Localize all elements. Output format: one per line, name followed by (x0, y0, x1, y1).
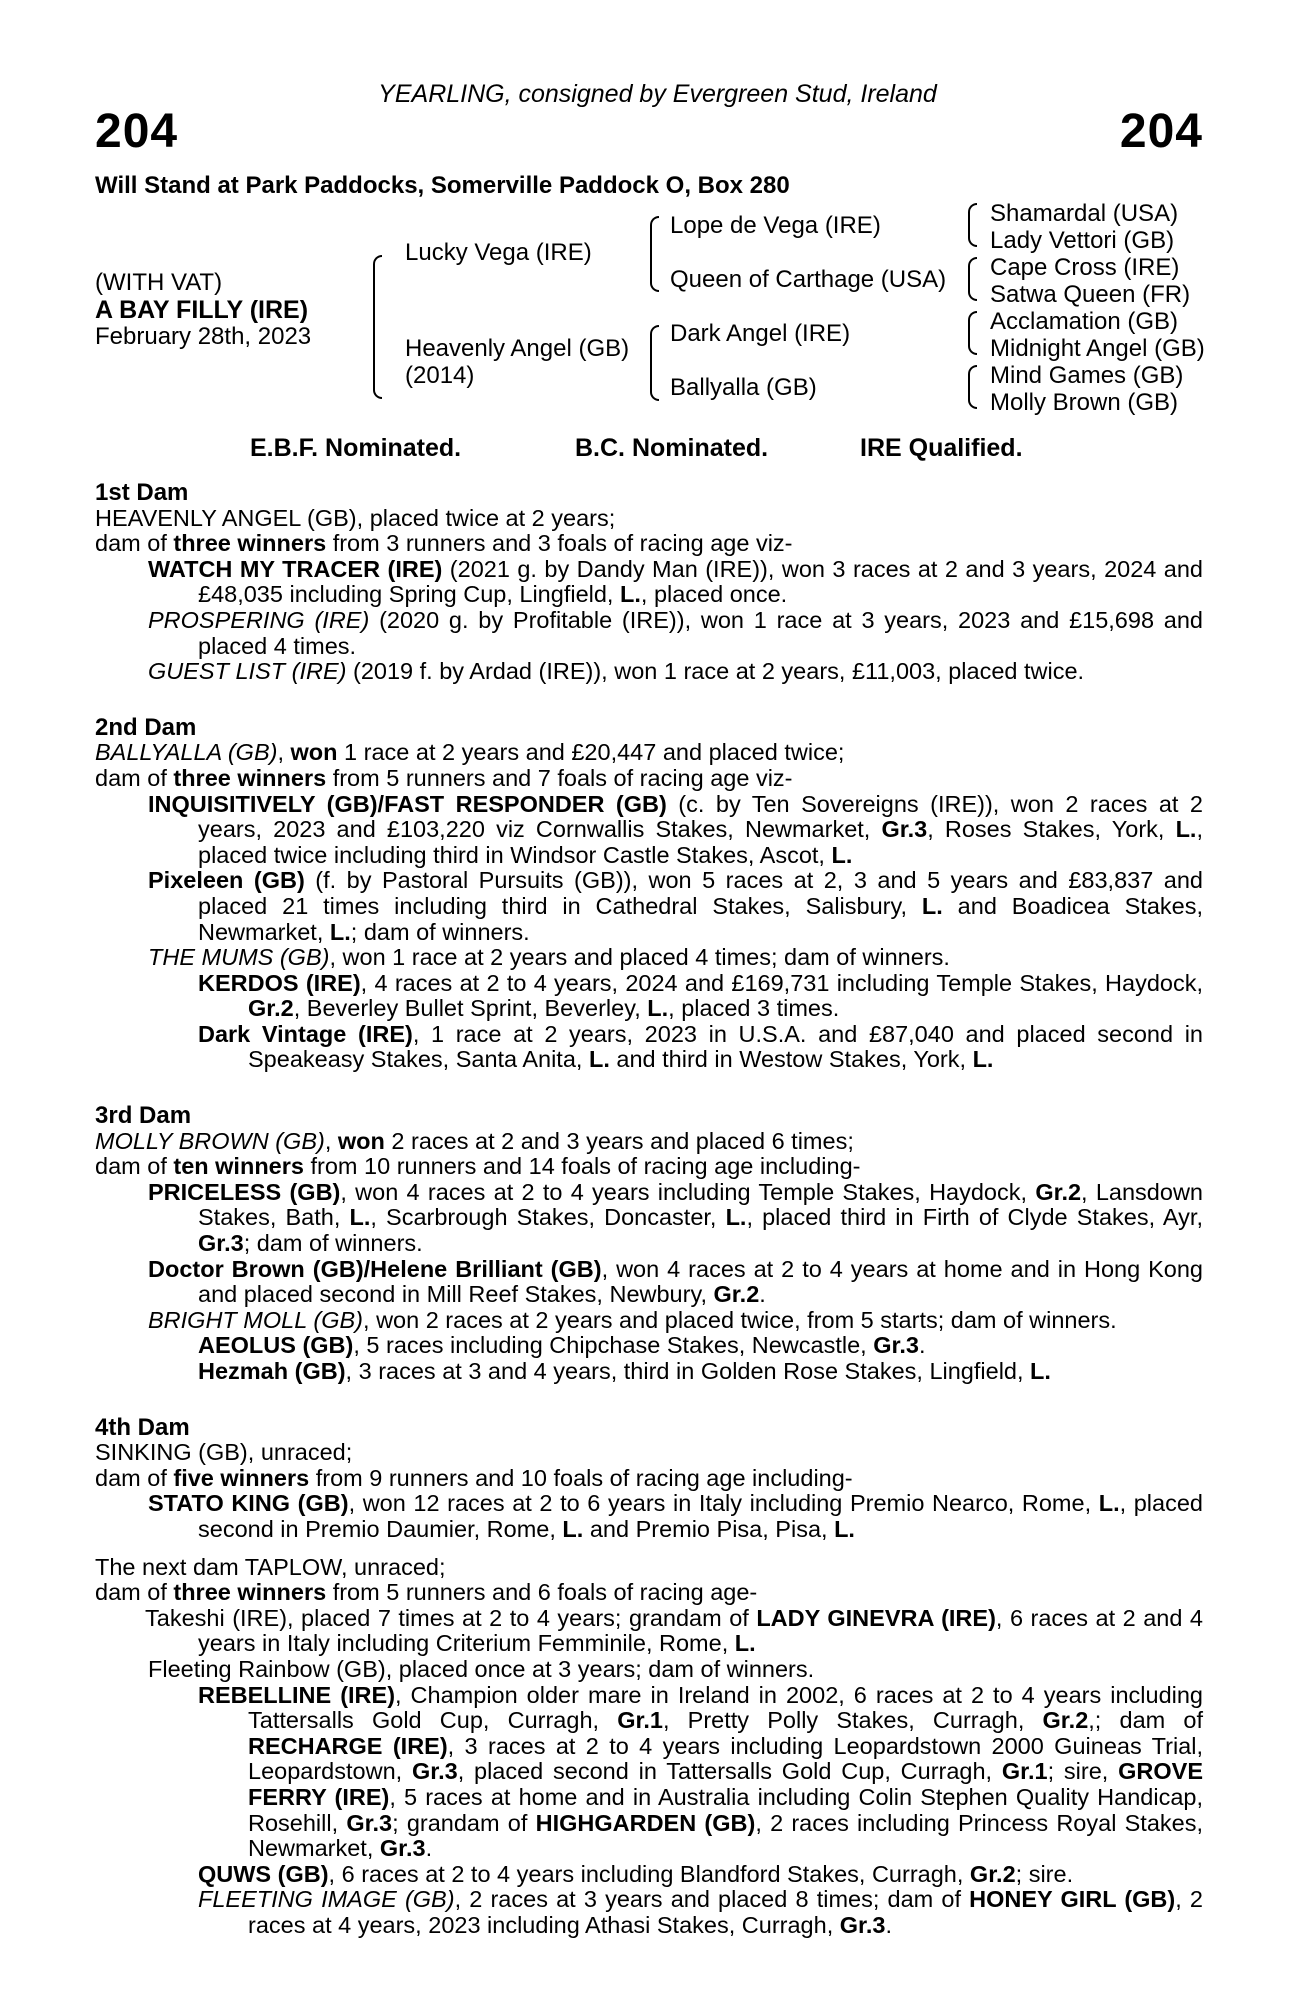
produce-entry: GUEST LIST (IRE) (2019 f. by Ardad (IRE)), won 1 race at 2 years, £11,003, placed twice. (148, 658, 1085, 685)
dam-line: MOLLY BROWN (GB), won 2 races at 2 and 3 years and placed 6 times; (95, 1127, 854, 1154)
third-dam-section (95, 1103, 1203, 1385)
produce-summary: dam of three winners from 5 runners and 7 foals of racing age viz- (95, 764, 793, 791)
produce-entry: THE MUMS (GB), won 1 race at 2 years and placed 4 times; dam of winners. (148, 944, 950, 971)
pedigree-sire-sire: Lope de Vega (IRE) (670, 212, 881, 239)
pedigree-dds: Mind Games (GB) (990, 362, 1184, 389)
pedigree-brace-ss (968, 203, 977, 247)
pedigree-ssd: Lady Vettori (GB) (990, 227, 1175, 254)
catalogue-body (95, 480, 1203, 1968)
stand-location: Will Stand at Park Paddocks, Somerville Paddock O, Box 280 (95, 172, 790, 199)
ire-qualification: IRE Qualified. (860, 434, 1023, 462)
grandproduce-entry: Dark Vintage (IRE), 1 race at 2 years, 2023 in U.S.A. and £87,040 and placed second in Speakeasy Stakes, Santa Anita, L. and third in Westow Stakes, York, L. (198, 1020, 1203, 1073)
produce-entry: STATO KING (GB), won 12 races at 2 to 6 years in Italy including Premio Nearco, Rome, L., placed second in Premio Daumier, Rome, L. and Premio Pisa, Pisa, L. (148, 1490, 1203, 1542)
dam-line: HEAVENLY ANGEL (GB), placed twice at 2 years; (95, 504, 616, 531)
grandproduce-entry: KERDOS (IRE), 4 races at 2 to 4 years, 2024 and £169,731 including Temple Stakes, Haydock, Gr.2, Beverley Bullet Sprint, Beverley, L., placed 3 times. (198, 969, 1203, 1022)
lot-number-left: 204 (95, 105, 179, 158)
pedigree-dam-year: (2014) (405, 362, 475, 389)
pedigree-dsd: Midnight Angel (GB) (990, 335, 1205, 362)
dam-line: SINKING (GB), unraced; (95, 1439, 353, 1466)
pedigree-dss: Acclamation (GB) (990, 308, 1179, 335)
lot-number-right: 204 (1119, 105, 1203, 158)
produce-entry: WATCH MY TRACER (IRE) (2021 g. by Dandy Man (IRE)), won 3 races at 2 and 3 years, 2024 and £48,035 including Spring Cup, Lingfield, L., placed once. (148, 555, 1204, 608)
second-dam-section (95, 715, 1203, 1073)
bc-nomination: B.C. Nominated. (575, 434, 769, 462)
dam-line: The next dam TAPLOW, unraced; (95, 1553, 446, 1580)
next-dam-section (95, 1555, 1203, 1939)
produce-entry: Doctor Brown (GB)/Helene Brilliant (GB), won 4 races at 2 to 4 years at home and in Hong Kong and placed second in Mill Reef Stakes, Newbury, Gr.2. (148, 1255, 1204, 1308)
produce-entry: Takeshi (IRE), placed 7 times at 2 to 4 years; grandam of LADY GINEVRA (IRE), 6 races at 2 and 4 years in Italy including Criterium Femminile, Rome, L. (145, 1604, 1203, 1657)
pedigree-sss: Shamardal (USA) (990, 200, 1179, 227)
pedigree-sire: Lucky Vega (IRE) (405, 239, 592, 266)
foaling-date: February 28th, 2023 (95, 323, 312, 350)
produce-entry: PROSPERING (IRE) (2020 g. by Profitable (IRE)), won 1 race at 3 years, 2023 and £15,698 and placed 4 times. (148, 606, 1203, 659)
produce-entry: Pixeleen (GB) (f. by Pastoral Pursuits (GB)), won 5 races at 2, 3 and 5 years and £83,837 and placed 21 times including third in Cathedral Stakes, Salisbury, L. and Boadicea Stakes, Newmarket, L.; dam of winners. (148, 867, 1204, 945)
grandproduce-entry: AEOLUS (GB), 5 races including Chipchase Stakes, Newcastle, Gr.3. (198, 1332, 926, 1359)
pedigree-dam-sire: Dark Angel (IRE) (670, 320, 851, 347)
vat-note: (WITH VAT) (95, 269, 223, 296)
produce-entry: Fleeting Rainbow (GB), placed once at 3 years; dam of winners. (148, 1655, 815, 1682)
produce-summary: dam of five winners from 9 runners and 10 foals of racing age including- (95, 1464, 853, 1491)
fourth-dam-section (95, 1415, 1203, 1543)
section-title: 2nd Dam (95, 713, 197, 741)
pedigree-sire-dam: Queen of Carthage (USA) (670, 266, 947, 293)
lot-title: A BAY FILLY (IRE) (95, 296, 309, 324)
produce-entry: INQUISITIVELY (GB)/FAST RESPONDER (GB) (c. by Ten Sovereigns (IRE)), won 2 races at 2 years, 2023 and £103,220 viz Cornwallis Stakes, Newmarket, Gr.3, Roses Stakes, York, L., placed twice including third in Windsor Castle Stakes, Ascot, L. (148, 790, 1203, 868)
pedigree-dam-dam: Ballyalla (GB) (670, 374, 817, 401)
grandproduce-entry: REBELLINE (IRE), Champion older mare in Ireland in 2002, 6 races at 2 to 4 years including Tattersalls Gold Cup, Curragh, Gr.1, Pretty Polly Stakes, Curragh, Gr.2,; dam of RECHARGE (IRE), 3 races at 2 to 4 years including Leopardstown 2000 Guineas Trial, Leopardstown, Gr.3, placed second in Tattersalls Gold Cup, Curragh, Gr.1; sire, GROVE FERRY (IRE), 5 races at home and in Australia including Colin Stephen Quality Handicap, Rosehill, Gr.3; grandam of HIGHGARDEN (GB), 2 races including Princess Royal Stakes, Newmarket, Gr.3. (198, 1681, 1204, 1862)
pedigree-ddd: Molly Brown (GB) (990, 389, 1179, 416)
grandproduce-entry: FLEETING IMAGE (GB), 2 races at 3 years and placed 8 times; dam of HONEY GIRL (GB), 2 races at 4 years, 2023 including Athasi Stakes, Curragh, Gr.3. (198, 1886, 1203, 1938)
section-title: 4th Dam (95, 1413, 190, 1441)
pedigree-brace-ds (968, 311, 977, 355)
section-title: 1st Dam (95, 479, 189, 506)
produce-summary: dam of three winners from 5 runners and 6 foals of racing age- (95, 1579, 758, 1606)
produce-entry: BRIGHT MOLL (GB), won 2 races at 2 years and placed twice, from 5 starts; dam of winners. (148, 1306, 1117, 1333)
produce-summary: dam of ten winners from 10 runners and 14 foals of racing age including- (95, 1153, 861, 1180)
pedigree-brace-sd (968, 257, 977, 301)
pedigree-brace-dd (968, 365, 977, 409)
pedigree-dam: Heavenly Angel (GB) (405, 335, 630, 362)
consignor-line: YEARLING, consigned by Evergreen Stud, Ireland (378, 80, 937, 108)
grandproduce-entry: Hezmah (GB), 3 races at 3 and 4 years, third in Golden Rose Stakes, Lingfield, L. (198, 1358, 1051, 1384)
pedigree-sds: Cape Cross (IRE) (990, 254, 1180, 281)
ebf-nomination: E.B.F. Nominated. (250, 434, 462, 462)
first-dam-section (95, 480, 1203, 685)
pedigree-brace-sire (650, 216, 659, 292)
pedigree-brace-main (373, 255, 382, 399)
produce-entry: PRICELESS (GB), won 4 races at 2 to 4 years including Temple Stakes, Haydock, Gr.2, Lansdown Stakes, Bath, L., Scarbrough Stakes, Doncaster, L., placed third in Firth of Clyde Stakes, Ayr, Gr.3; dam of winners. (148, 1178, 1203, 1257)
grandproduce-entry: QUWS (GB), 6 races at 2 to 4 years including Blandford Stakes, Curragh, Gr.2; sire. (198, 1860, 1074, 1887)
dam-line: BALLYALLA (GB), won 1 race at 2 years and £20,447 and placed twice; (95, 739, 845, 766)
section-title: 3rd Dam (95, 1102, 192, 1130)
pedigree-brace-dam (650, 325, 659, 401)
pedigree-sdd: Satwa Queen (FR) (990, 281, 1191, 308)
produce-summary: dam of three winners from 3 runners and 3 foals of racing age viz- (95, 530, 793, 557)
